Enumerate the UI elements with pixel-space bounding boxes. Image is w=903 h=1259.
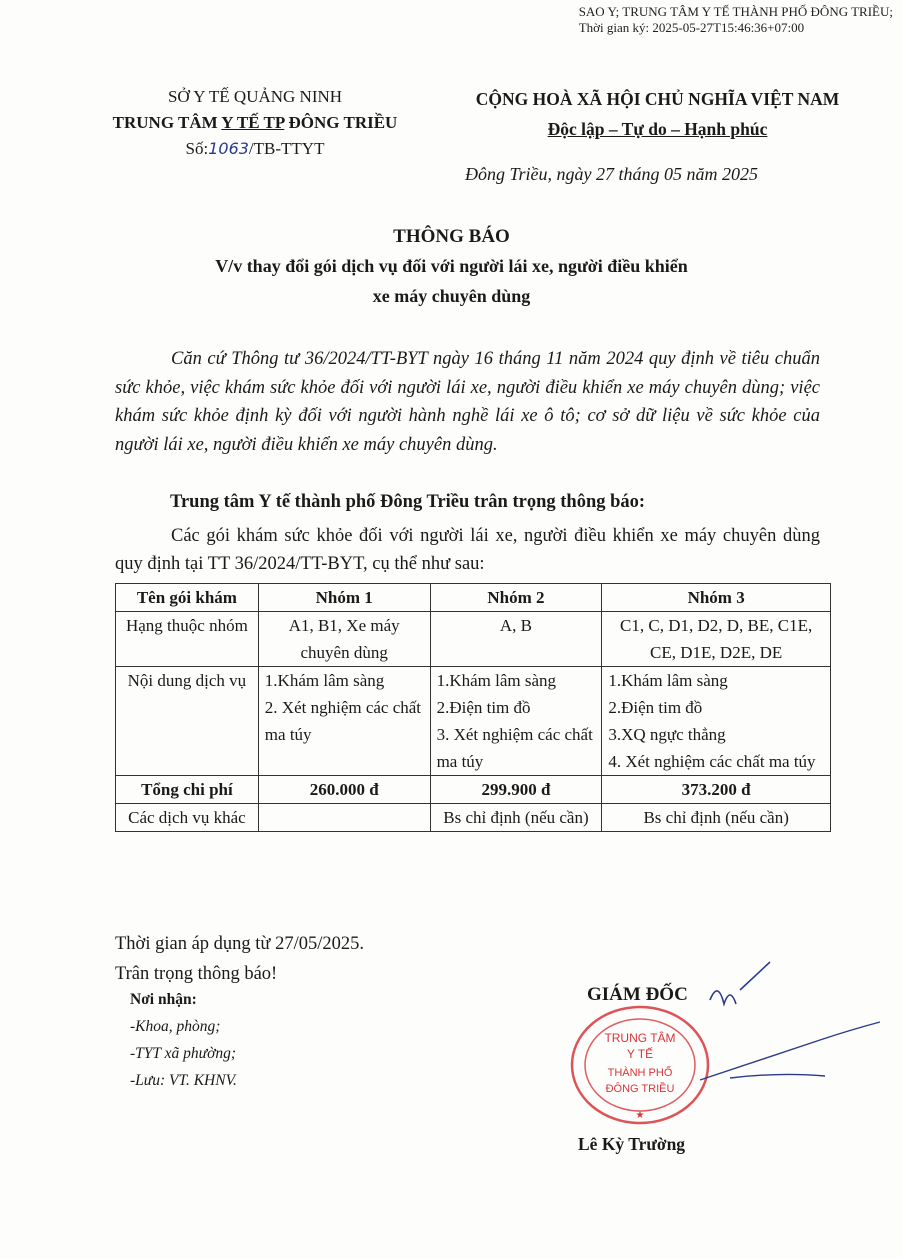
issuer-header: [90, 84, 420, 162]
number-handwritten: 1063: [208, 139, 249, 158]
center-name-underlined: Y TẾ TP: [221, 113, 285, 132]
department-name: SỞ Y TẾ QUẢNG NINH: [167, 87, 343, 106]
content-group-1: [258, 667, 430, 776]
subject-line-2: xe máy chuyên dùng: [372, 286, 531, 306]
center-name-suffix: ĐÔNG TRIỀU: [284, 113, 398, 132]
number-suffix: /TB-TTYT: [248, 139, 325, 158]
list-item: 1.Khám lâm sàng: [608, 671, 728, 690]
content-group-2: [430, 667, 602, 776]
seal-line: THÀNH PHỐ: [607, 1067, 673, 1079]
director-title: GIÁM ĐỐC: [587, 984, 688, 1005]
header-package-name: Tên gói khám: [116, 584, 259, 612]
list-item: 2. Xét nghiệm các chất ma túy: [264, 698, 422, 744]
effective-date: Thời gian áp dụng từ 27/05/2025.: [115, 934, 364, 954]
seal-line: ĐÔNG TRIỀU: [605, 1083, 675, 1095]
list-item: 3.XQ ngực thẳng: [608, 725, 726, 744]
other-group-2: Bs chỉ định (nếu cần): [430, 804, 602, 832]
seal-line: Y TẾ: [626, 1047, 654, 1061]
license-group-2: A, B: [430, 612, 602, 667]
center-name: [90, 110, 420, 136]
signer-name: Lê Kỳ Trường: [578, 1134, 686, 1154]
table-header-row: [116, 584, 831, 612]
list-item: 4. Xét nghiệm các chất ma túy: [608, 752, 816, 771]
service-package-table: [115, 583, 831, 832]
center-name-prefix: TRUNG TÂM: [112, 113, 222, 132]
svg-text:★: ★: [635, 1110, 645, 1121]
recipients-title: Nơi nhận:: [130, 991, 197, 1008]
intro-paragraph: [115, 522, 820, 578]
regards: Trân trọng thông báo!: [115, 964, 278, 984]
intro-text: Các gói khám sức khỏe đối với người lái xe, người điều khiển xe máy chuyên dùng quy định tại TT 36/2024/TT-BYT, cụ thể như sau:: [115, 526, 820, 574]
total-group-2: 299.900 đ: [430, 776, 602, 804]
place-date: Đông Triều, ngày 27 tháng 05 năm 2025: [465, 164, 759, 184]
license-class-label: Hạng thuộc nhóm: [116, 612, 259, 667]
service-content-label: Nội dung dịch vụ: [116, 667, 259, 776]
number-prefix: Số:: [185, 139, 209, 158]
other-services-label: Các dịch vụ khác: [116, 804, 259, 832]
list-item: 2.Điện tim đồ: [436, 698, 531, 717]
list-item: 1.Khám lâm sàng: [436, 671, 557, 690]
header-group-1: Nhóm 1: [258, 584, 430, 612]
table-row: [116, 804, 831, 832]
digital-copy-stamp: [579, 4, 893, 36]
copy-stamp-line2: Thời gian ký: 2025-05-27T15:46:36+07:00: [578, 20, 805, 35]
list-item: -Lưu: VT. KHNV.: [130, 1072, 237, 1089]
list-item: -TYT xã phường;: [130, 1045, 237, 1062]
seal-line: TRUNG TÂM: [604, 1031, 676, 1045]
header-group-3: Nhóm 3: [602, 584, 831, 612]
total-cost-label: Tổng chi phí: [116, 776, 259, 804]
table-row: [116, 667, 831, 776]
table-row-total: [116, 776, 831, 804]
subject-line-1: V/v thay đổi gói dịch vụ đối với người lái xe, người điều khiển: [215, 256, 688, 276]
total-group-1: 260.000 đ: [258, 776, 430, 804]
header-group-2: Nhóm 2: [430, 584, 602, 612]
other-group-3: Bs chỉ định (nếu cần): [602, 804, 831, 832]
legal-basis-text: Căn cứ Thông tư 36/2024/TT-BYT ngày 16 tháng 11 năm 2024 quy định về tiêu chuẩn sức khỏe, việc khám sức khỏe đối với người lái xe, người điều khiển xe máy chuyên dùng; việc khám sức khỏe định kỳ đối với người hành nghề lái xe ô tô; cơ sở dữ liệu về sức khỏe của người lái xe, người điều khiển xe máy chuyên dùng.: [115, 349, 820, 455]
recipients-block: [130, 986, 237, 1094]
copy-stamp-line1: SAO Y; TRUNG TÂM Y TẾ THÀNH PHỐ ĐÔNG TRIỀU;: [578, 4, 893, 19]
legal-basis-paragraph: [115, 345, 820, 459]
closing-text: [115, 929, 364, 989]
list-item: 2.Điện tim đồ: [608, 698, 703, 717]
handwritten-signature-icon: [690, 960, 890, 1100]
list-item: 3. Xét nghiệm các chất ma túy: [436, 725, 593, 771]
national-motto: Độc lập – Tự do – Hạnh phúc: [547, 119, 768, 139]
other-group-1: [258, 804, 430, 832]
document-number: [90, 136, 420, 162]
list-item: 1.Khám lâm sàng: [264, 671, 385, 690]
national-header: [440, 84, 875, 144]
list-item: -Khoa, phòng;: [130, 1018, 221, 1035]
table-row: [116, 612, 831, 667]
content-group-3: [602, 667, 831, 776]
total-group-3: 373.200 đ: [602, 776, 831, 804]
notice-heading: Trung tâm Y tế thành phố Đông Triều trân trọng thông báo:: [170, 492, 646, 512]
nation-title: CỘNG HOÀ XÃ HỘI CHỦ NGHĨA VIỆT NAM: [475, 89, 840, 109]
document-type: THÔNG BÁO: [393, 226, 510, 247]
license-group-1: A1, B1, Xe máy chuyên dùng: [258, 612, 430, 667]
license-group-3: C1, C, D1, D2, D, BE, C1E, CE, D1E, D2E, DE: [602, 612, 831, 667]
